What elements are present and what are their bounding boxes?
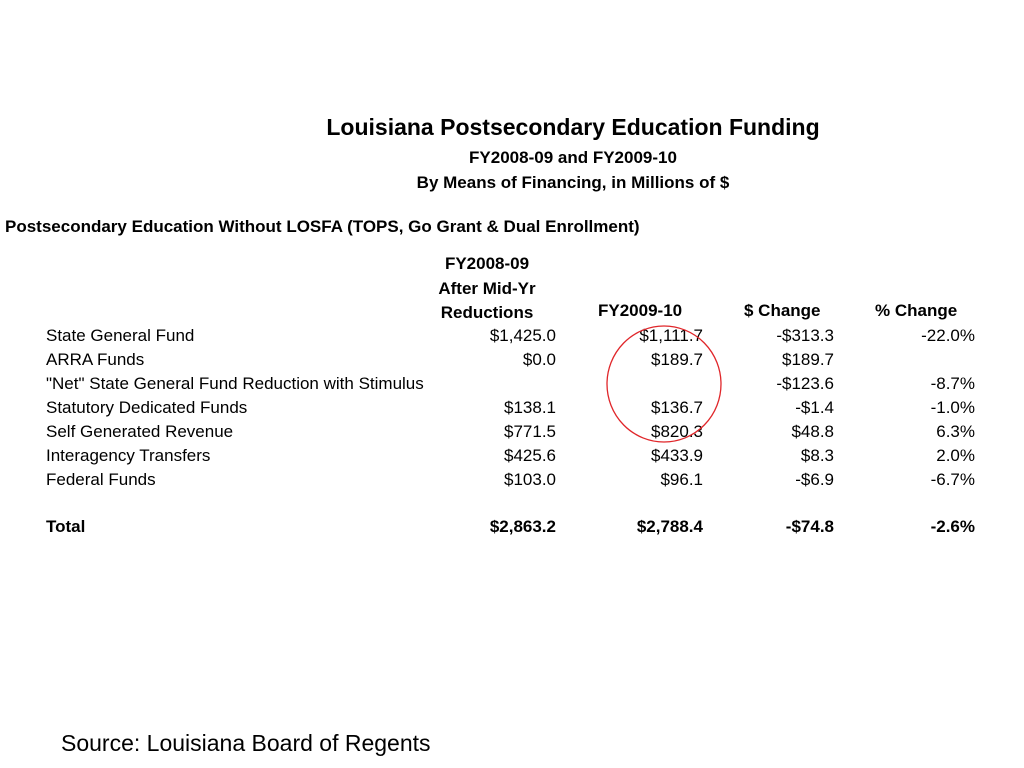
cell-fy2008-09: $771.5 xyxy=(504,422,556,441)
cell-dollar-change: -$6.9 xyxy=(795,470,834,489)
source-note: Source: Louisiana Board of Regents xyxy=(61,730,431,756)
section-heading: Postsecondary Education Without LOSFA (TOPS, Go Grant & Dual Enrollment) xyxy=(5,217,640,236)
table-row xyxy=(0,470,1024,494)
row-label: Interagency Transfers xyxy=(46,446,211,465)
cell-dollar-change: -$74.8 xyxy=(785,517,834,536)
column-header-dollar-change: $ Change xyxy=(744,301,821,320)
row-label: State General Fund xyxy=(46,326,195,345)
row-label: Total xyxy=(46,517,86,536)
highlight-circle-annotation xyxy=(605,324,723,444)
cell-fy2008-09: $103.0 xyxy=(504,470,556,489)
column-header-fy2008-09 xyxy=(430,252,544,326)
column-header-line: Reductions xyxy=(440,303,534,322)
cell-percent-change: -2.6% xyxy=(930,517,975,536)
cell-percent-change: 6.3% xyxy=(936,422,975,441)
cell-fy2009-10: $96.1 xyxy=(660,470,703,489)
column-header-percent-change: % Change xyxy=(875,301,958,320)
cell-dollar-change: -$313.3 xyxy=(776,326,834,345)
table-total-row xyxy=(0,517,1024,541)
cell-fy2009-10: $820.3 xyxy=(651,422,703,441)
cell-dollar-change: -$123.6 xyxy=(776,374,834,393)
cell-dollar-change: $189.7 xyxy=(782,350,834,369)
table-row xyxy=(0,326,1024,350)
highlight-circle-shape xyxy=(607,326,721,442)
table-row xyxy=(0,398,1024,422)
cell-percent-change: 2.0% xyxy=(936,446,975,465)
cell-fy2008-09: $2,863.2 xyxy=(489,517,556,536)
cell-percent-change: -6.7% xyxy=(930,470,975,489)
cell-fy2009-10: $136.7 xyxy=(651,398,703,417)
table-row xyxy=(0,446,1024,470)
table-row xyxy=(0,350,1024,374)
column-header-line: FY2008-09 xyxy=(444,254,530,273)
cell-dollar-change: $48.8 xyxy=(791,422,834,441)
column-header-fy2009-10: FY2009-10 xyxy=(598,301,683,320)
cell-percent-change: -22.0% xyxy=(921,326,975,345)
page-title: Louisiana Postsecondary Education Funding xyxy=(326,114,820,140)
cell-fy2009-10: $1,111.7 xyxy=(639,326,703,345)
page-subtitle-units: By Means of Financing, in Millions of $ xyxy=(416,173,730,192)
cell-percent-change: -1.0% xyxy=(930,398,975,417)
cell-dollar-change: $8.3 xyxy=(800,446,834,465)
column-header-line: After Mid-Yr xyxy=(438,278,536,298)
table-row xyxy=(0,422,1024,446)
cell-fy2008-09: $138.1 xyxy=(504,398,556,417)
page-subtitle-years: FY2008-09 and FY2009-10 xyxy=(469,148,677,167)
cell-percent-change: -8.7% xyxy=(930,374,975,393)
cell-dollar-change: -$1.4 xyxy=(795,398,834,417)
cell-fy2009-10: $2,788.4 xyxy=(636,517,703,536)
row-label: Statutory Dedicated Funds xyxy=(46,398,248,417)
cell-fy2009-10: $189.7 xyxy=(651,350,703,369)
table-row xyxy=(0,374,1024,398)
cell-fy2008-09: $0.0 xyxy=(522,350,556,369)
cell-fy2009-10: $433.9 xyxy=(651,446,703,465)
cell-fy2008-09: $1,425.0 xyxy=(489,326,556,345)
row-label: "Net" State General Fund Reduction with Stimulus xyxy=(46,374,424,393)
row-label: Self Generated Revenue xyxy=(46,422,234,441)
cell-fy2008-09: $425.6 xyxy=(504,446,556,465)
row-label: Federal Funds xyxy=(46,470,156,489)
row-label: ARRA Funds xyxy=(46,350,145,369)
